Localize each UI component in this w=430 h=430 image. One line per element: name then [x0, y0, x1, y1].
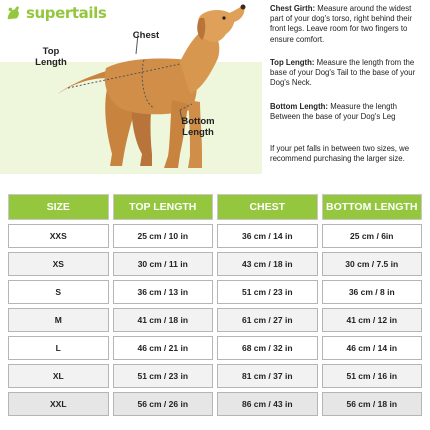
bottom-length-cell: 41 cm / 12 in [322, 308, 423, 332]
bottom-length-cell: 51 cm / 16 in [322, 364, 423, 388]
dog-tail [58, 70, 110, 94]
top-length-cell: 30 cm / 11 in [113, 252, 214, 276]
top-length-cell: 51 cm / 23 in [113, 364, 214, 388]
chest-girth-text: Measure around the widest part of your dog's torso, right behind their front legs. Leave room for two fingers to ensure comfort. [270, 4, 412, 44]
size-cell: S [8, 280, 109, 304]
table-row [8, 364, 422, 388]
size-chart [4, 190, 426, 414]
table-row [8, 392, 422, 416]
bottom-length-text: Measure the length Between the base of your Dog's Leg [270, 102, 397, 122]
size-cell: M [8, 308, 109, 332]
chest-cell: 61 cm / 27 in [217, 308, 318, 332]
paw-logo-icon [5, 4, 23, 22]
table-row [8, 252, 422, 276]
size-cell: L [8, 336, 109, 360]
chest-cell: 86 cm / 43 in [217, 392, 318, 416]
table-row [8, 308, 422, 332]
size-cell: XS [8, 252, 109, 276]
chest-cell: 51 cm / 23 in [217, 280, 318, 304]
table-header-row [8, 194, 422, 220]
size-table [4, 190, 426, 420]
top-length-cell: 41 cm / 18 in [113, 308, 214, 332]
chest-cell: 81 cm / 37 in [217, 364, 318, 388]
top-length-label: Top Length [35, 46, 67, 68]
top-length-cell: 46 cm / 21 in [113, 336, 214, 360]
top-length-cell: 25 cm / 10 in [113, 224, 214, 248]
chest-cell: 43 cm / 18 in [217, 252, 318, 276]
bottom-length-title: Bottom Length: [270, 102, 329, 111]
bottom-length-cell: 30 cm / 7.5 in [322, 252, 423, 276]
bottom-length-cell: 56 cm / 18 in [322, 392, 423, 416]
header-bottom-length: BOTTOM LENGTH [322, 194, 423, 220]
top-length-title: Top Length: [270, 58, 315, 67]
chest-cell: 68 cm / 32 in [217, 336, 318, 360]
size-cell: XXS [8, 224, 109, 248]
size-guide-header [0, 0, 430, 182]
size-recommendation-note: If your pet falls in between two sizes, we recommend purchasing the larger size. [270, 144, 410, 164]
chest-girth-description [270, 4, 426, 45]
top-length-cell: 36 cm / 13 in [113, 280, 214, 304]
bottom-length-cell: 36 cm / 8 in [322, 280, 423, 304]
header-size: SIZE [8, 194, 109, 220]
top-length-text: Measure the length from the base of your Dog's Tail to the base of your Dog's Neck. [270, 58, 416, 88]
size-cell: XL [8, 364, 109, 388]
chest-girth-title: Chest Girth: [270, 4, 316, 13]
bottom-length-cell: 46 cm / 14 in [322, 336, 423, 360]
top-length-description [270, 58, 426, 89]
top-length-cell: 56 cm / 26 in [113, 392, 214, 416]
size-cell: XXL [8, 392, 109, 416]
bottom-length-label: Bottom Length [181, 116, 215, 138]
header-top-length: TOP LENGTH [113, 194, 214, 220]
brand-name: supertails [26, 4, 107, 22]
table-row [8, 280, 422, 304]
table-row [8, 224, 422, 248]
chest-cell: 36 cm / 14 in [217, 224, 318, 248]
bottom-length-description [270, 102, 426, 122]
table-row [8, 336, 422, 360]
chest-label: Chest [132, 30, 160, 41]
bottom-length-cell: 25 cm / 6in [322, 224, 423, 248]
header-chest: CHEST [217, 194, 318, 220]
